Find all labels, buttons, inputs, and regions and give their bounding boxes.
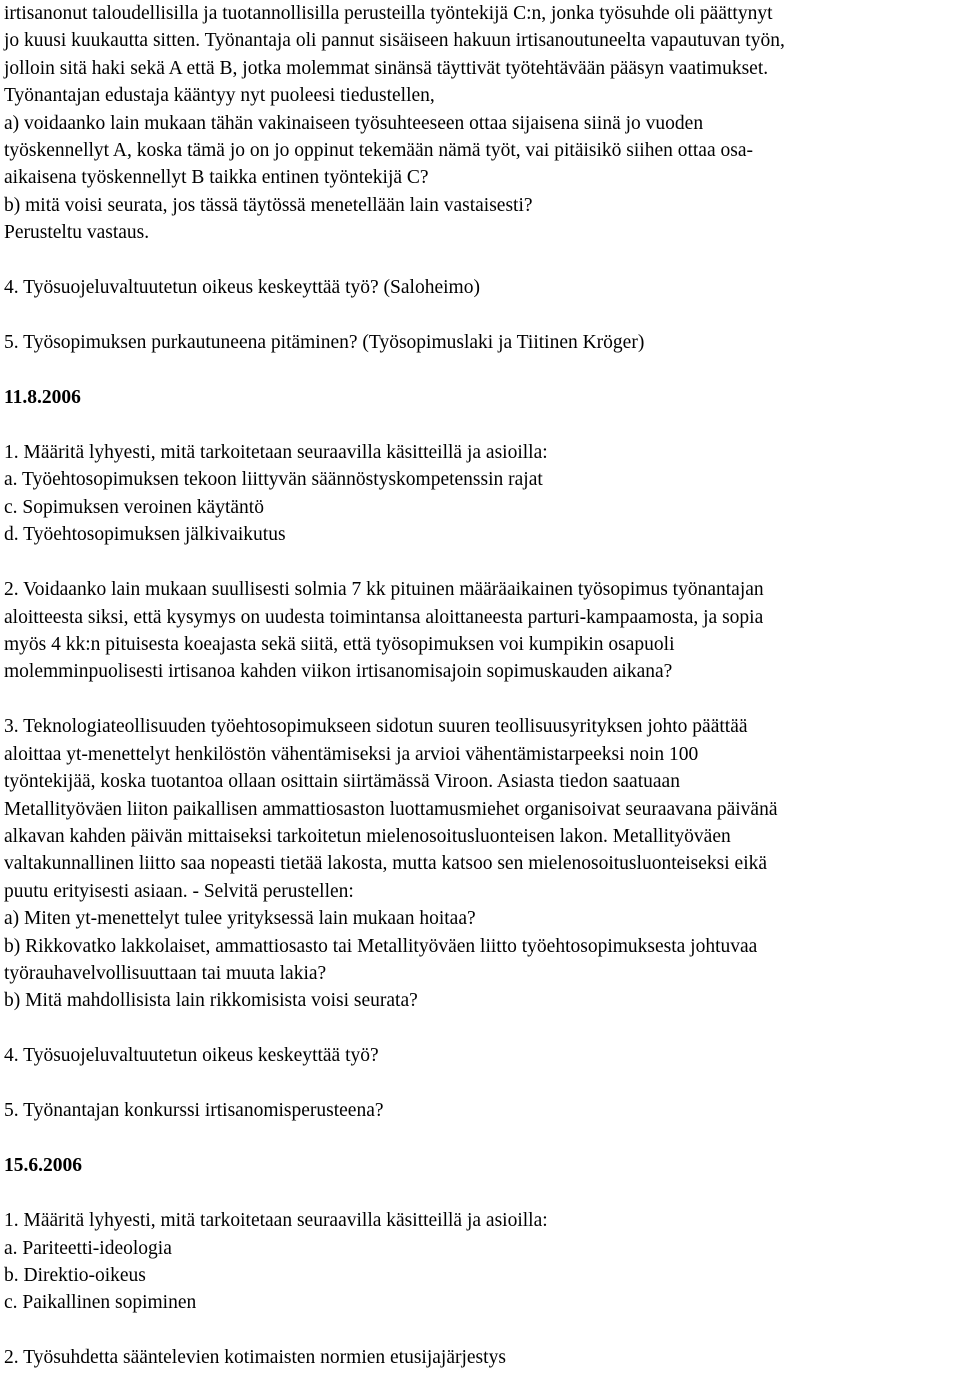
date-heading: 11.8.2006 (4, 387, 81, 409)
text-line: 3. Teknologiateollisuuden työehtosopimukseen sidotun suuren teollisuusyrityksen johto päättää (4, 716, 748, 738)
text-line: 1. Määritä lyhyesti, mitä tarkoitetaan seuraavilla käsitteillä ja asioilla: (4, 1210, 548, 1232)
text-line: Työnantajan edustaja kääntyy nyt puoleesi tiedustellen, (4, 85, 435, 107)
date-heading: 15.6.2006 (4, 1155, 82, 1177)
text-line: 2. Voidaanko lain mukaan suullisesti solmia 7 kk pituinen määräaikainen työsopimus työnantajan (4, 579, 764, 601)
text-line: Metallityöväen liiton paikallisen ammattiosaston luottamusmiehet organisoivat seuraavana päivänä (4, 798, 778, 820)
text-line: aloitteesta siksi, että kysymys on uudesta toimintansa aloittaneesta parturi-kampaamosta, ja sopia (4, 606, 764, 628)
text-line: b. Direktio-oikeus (4, 1265, 146, 1286)
text-line: a) Miten yt-menettelyt tulee yrityksessä lain mukaan hoitaa? (4, 908, 476, 930)
text-line: molemminpuolisesti irtisanoa kahden viikon irtisanomisajoin sopimuskauden aikana? (4, 661, 673, 683)
text-line: 4. Työsuojeluvaltuutetun oikeus keskeyttää työ? (Saloheimo) (4, 277, 480, 299)
text-line: alkavan kahden päivän mittaiseksi tarkoitetun mielenosoitusluonteisen lakon. Metallityöväen (4, 825, 731, 847)
text-line: 5. Työnantajan konkurssi irtisanomisperusteena? (4, 1100, 384, 1122)
text-line: b) mitä voisi seurata, jos tässä täytössä menetellään lain vastaisesti? (4, 194, 533, 216)
text-line: työntekijää, koska tuotantoa ollaan osittain siirtämässä Viroon. Asiasta tiedon saatuaan (4, 771, 680, 793)
text-line: c. Sopimuksen veroinen käytäntö (4, 496, 264, 518)
text-line: jo kuusi kuukautta sitten. Työnantaja oli pannut sisäiseen hakuun irtisanoutuneelta vapautuvan työn, (4, 30, 785, 52)
text-line: Perusteltu vastaus. (4, 222, 150, 244)
text-line: aikaisena työskennellyt B taikka entinen työntekijä C? (4, 167, 429, 189)
text-line: 1. Määritä lyhyesti, mitä tarkoitetaan seuraavilla käsitteillä ja asioilla: (4, 442, 548, 464)
text-line: a. Pariteetti-ideologia (4, 1237, 172, 1259)
text-line: a. Työehtosopimuksen tekoon liittyvän säännöstyskompetenssin rajat (4, 469, 543, 491)
text-line: b) Mitä mahdollisista lain rikkomisista voisi seurata? (4, 990, 418, 1012)
text-line: myös 4 kk:n pituisesta koeajasta sekä siitä, että työsopimuksen voi kumpikin osapuoli (4, 634, 675, 655)
text-line: työskennellyt A, koska tämä jo on jo oppinut tekemään nämä työt, vai pitäisikö siihen ottaa osa- (4, 139, 753, 161)
text-line: työrauhavelvollisuuttaan tai muuta lakia? (4, 962, 327, 984)
text-line: 4. Työsuojeluvaltuutetun oikeus keskeyttää työ? (4, 1045, 379, 1067)
text-line: c. Paikallinen sopiminen (4, 1292, 197, 1314)
text-line: irtisanonut taloudellisilla ja tuotannollisilla perusteilla työntekijä C:n, jonka työsuhde oli päättynyt (4, 3, 773, 24)
text-line: 2. Työsuhdetta sääntelevien kotimaisten normien etusijajärjestys (4, 1347, 506, 1369)
text-line: valtakunnallinen liitto saa nopeasti tietää lakosta, mutta katsoo sen mielenosoitusluonteiseksi eikä (4, 853, 768, 875)
text-line: b) Rikkovatko lakkolaiset, ammattiosasto tai Metallityöväen liitto työehtosopimuksesta johtuvaa (4, 935, 758, 957)
text-line: a) voidaanko lain mukaan tähän vakinaiseen työsuhteeseen ottaa sijaisena siinä jo vuoden (4, 112, 704, 134)
text-line: jolloin sitä haki sekä A että B, jotka molemmat sinänsä täyttivät työtehtävään pääsyn vaatimukset. (4, 57, 769, 79)
text-line: aloittaa yt-menettelyt henkilöstön vähentämiseksi ja arvioi vähentämistarpeeksi noin 100 (4, 743, 699, 765)
text-line: 5. Työsopimuksen purkautuneena pitäminen? (Työsopimuslaki ja Tiitinen Kröger) (4, 332, 645, 354)
text-line: puutu erityisesti asiaan. - Selvitä perustellen: (4, 880, 354, 902)
text-line: d. Työehtosopimuksen jälkivaikutus (4, 524, 286, 546)
